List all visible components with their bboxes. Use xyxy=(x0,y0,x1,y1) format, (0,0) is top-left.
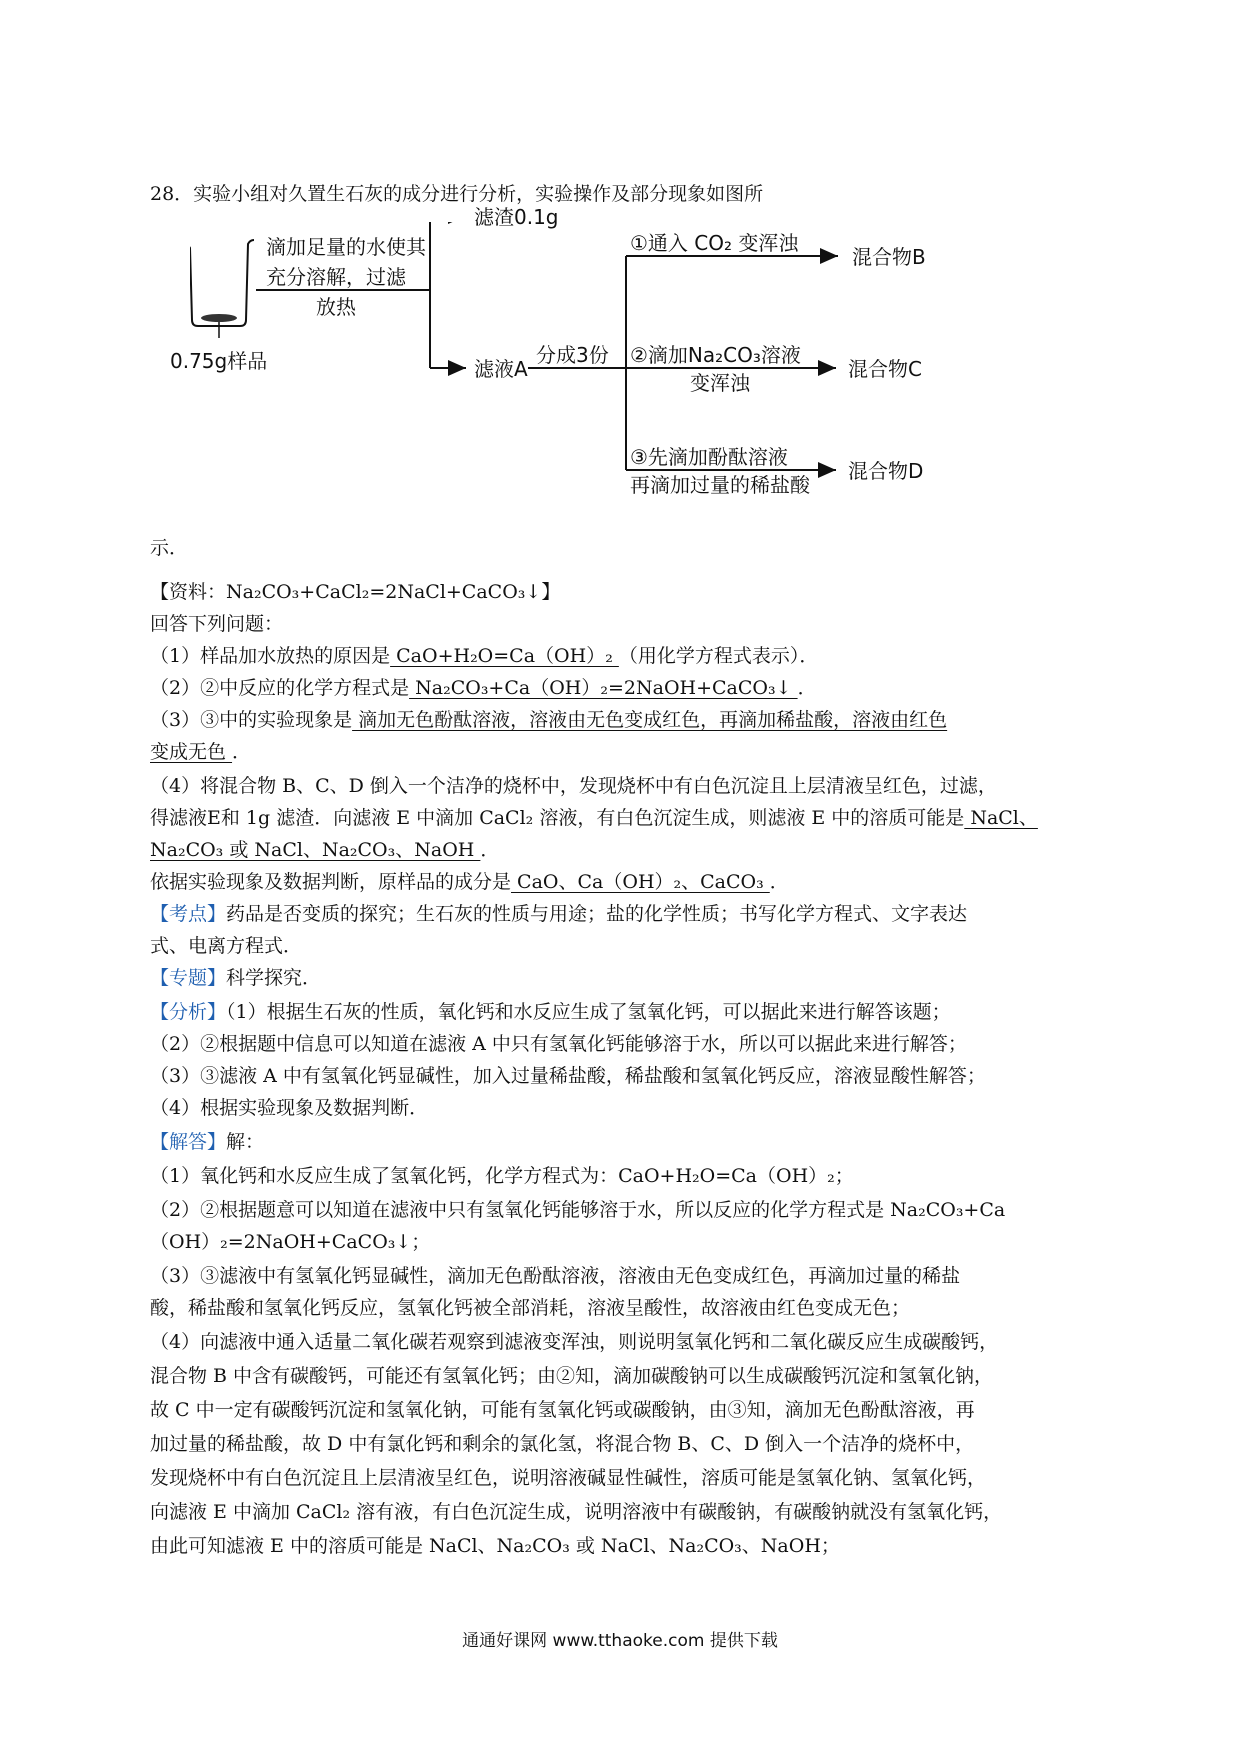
question-stem-end: 示． xyxy=(150,537,189,559)
q3-line-1 xyxy=(150,704,1090,736)
fenxi-text-1: （1）根据生石灰的性质，氧化钙和水反应生成了氢氧化钙，可以据此来进行解答该题； xyxy=(226,1001,951,1023)
answer-4d: 加过量的稀盐酸，故 D 中有氯化钙和剩余的氯化氢，将混合物 B、C、D 倒入一个洁净的烧杯中， xyxy=(150,1433,975,1455)
fenxi-line-2: （2）②根据题中信息可以知道在滤液 A 中只有氢氧化钙能够溶于水，所以可以据此来进行解答； xyxy=(150,1033,967,1055)
question-stem: 28．实验小组对久置生石灰的成分进行分析，实验操作及部分现象如图所 xyxy=(150,183,764,205)
answer-4a: （4）向滤液中通入适量二氧化碳若观察到滤液变浑浊，则说明氢氧化钙和二氧化碳反应生成碳酸钙， xyxy=(150,1331,999,1353)
zhuanti-line xyxy=(150,962,1090,994)
q3-line-2 xyxy=(150,736,1090,768)
step1-label-1: 滴加足量的水使其 xyxy=(266,235,426,259)
answer-4b: 混合物 B 中含有碳酸钙，可能还有氢氧化钙；由②知，滴加碳酸钠可以生成碳酸钙沉淀和氢氧化钠， xyxy=(150,1365,994,1387)
answer-1: （1）氧化钙和水反应生成了氢氧化钙，化学方程式为：CaO+H₂O=Ca（OH）₂； xyxy=(150,1165,854,1187)
fenxi-line-3: （3）③滤液 A 中有氢氧化钙显碱性，加入过量稀盐酸，稀盐酸和氢氧化钙反应，溶液显酸性解答； xyxy=(150,1065,986,1087)
q4-line-1: （4）将混合物 B、C、D 倒入一个洁净的烧杯中，发现烧杯中有白色沉淀且上层清液呈红色，过滤， xyxy=(150,775,997,797)
page-footer: 通通好课网 www.tthaoke.com 提供下载 xyxy=(462,1631,778,1651)
q4-suffix: ． xyxy=(480,839,500,861)
answer-3b: 酸，稀盐酸和氢氧化钙反应，氢氧化钙被全部消耗，溶液呈酸性，故溶液由红色变成无色； xyxy=(150,1297,911,1319)
answer-4f: 向滤液 E 中滴加 CaCl₂ 溶有液，有白色沉淀生成，说明溶液中有碳酸钠，有碳酸钠就没有氢氧化钙， xyxy=(150,1501,1003,1523)
mixture-c-label: 混合物C xyxy=(848,357,922,381)
q1-line xyxy=(150,640,1090,672)
q1-answer: CaO+H₂O=Ca（OH）₂ xyxy=(390,645,619,667)
kaodian-tag: 【考点】 xyxy=(150,903,227,925)
q2-suffix: ． xyxy=(797,677,817,699)
kaodian-text: 药品是否变质的探究；生石灰的性质与用途；盐的化学性质；书写化学方程式、文字表达 xyxy=(226,903,968,925)
q3-answer-a: 滴加无色酚酞溶液，溶液由无色变成红色，再滴加稀盐酸，溶液由红色 xyxy=(352,709,948,731)
mixture-b-label: 混合物B xyxy=(852,245,926,269)
sample-label: 0.75g样品 xyxy=(170,349,268,373)
q2-line xyxy=(150,672,1090,704)
branch2-label-1: ②滴加Na₂CO₃溶液 xyxy=(630,343,801,367)
answer-2b: （OH）₂=2NaOH+CaCO₃↓； xyxy=(150,1231,431,1253)
kaodian-line-1 xyxy=(150,898,1090,930)
branch3-label-1: ③先滴加酚酞溶液 xyxy=(630,445,788,469)
zhuanti-tag: 【专题】 xyxy=(150,967,227,989)
q3-suffix: ． xyxy=(232,741,252,763)
q4-answer-c: CaO、Ca（OH）₂、CaCO₃ xyxy=(511,871,770,893)
q4-line-3 xyxy=(150,834,1090,866)
answer-4g: 由此可知滤液 E 中的溶质可能是 NaCl、Na₂CO₃ 或 NaCl、Na₂CO₃、NaOH； xyxy=(150,1535,840,1557)
answer-4e: 发现烧杯中有白色沉淀且上层清液呈红色，说明溶液碱显性碱性，溶质可能是氢氧化钠、氢氧化钙， xyxy=(150,1467,987,1489)
q1-text: （1）样品加水放热的原因是 xyxy=(150,645,391,667)
branch3-label-2: 再滴加过量的稀盐酸 xyxy=(630,473,810,497)
answer-2a: （2）②根据题意可以知道在滤液中只有氢氧化钙能够溶于水，所以反应的化学方程式是 Na₂CO₃+Ca xyxy=(150,1199,1006,1221)
answer-4c: 故 C 中一定有碳酸钙沉淀和氢氧化钠，可能有氢氧化钙或碳酸钠，由③知，滴加无色酚酞溶液，再 xyxy=(150,1399,975,1421)
step1-label-2: 充分溶解，过滤 xyxy=(266,265,406,289)
info-line: 【资料：Na₂CO₃+CaCl₂=2NaCl+CaCO₃↓】 xyxy=(150,581,561,603)
q2-answer: Na₂CO₃+Ca（OH）₂=2NaOH+CaCO₃↓ xyxy=(409,677,798,699)
q2-text: （2）②中反应的化学方程式是 xyxy=(150,677,410,699)
kaodian-line-2: 式、电离方程式． xyxy=(150,935,303,957)
fenxi-tag: 【分析】 xyxy=(150,1001,227,1023)
residue-label: 滤渣0.1g xyxy=(474,205,559,229)
q4-line-4 xyxy=(150,866,1090,898)
step1-label-3: 放热 xyxy=(316,295,356,319)
jieda-text: 解： xyxy=(226,1131,265,1153)
q1-suffix: （用化学方程式表示）． xyxy=(618,645,819,667)
filtrate-a-label: 滤液A xyxy=(474,357,528,381)
q4-text: 得滤液E和 1g 滤渣．向滤液 E 中滴加 CaCl₂ 溶液，有白色沉淀生成，则滤液 E 中的溶质可能是 xyxy=(150,807,965,829)
q4-line-2 xyxy=(150,802,1090,834)
fenxi-line-4: （4）根据实验现象及数据判断． xyxy=(150,1097,429,1119)
experiment-flow-diagram xyxy=(170,205,1090,562)
jieda-tag: 【解答】 xyxy=(150,1131,227,1153)
q4-answer-b: Na₂CO₃ 或 NaCl、Na₂CO₃、NaOH xyxy=(150,839,481,861)
split-label: 分成3份 xyxy=(536,343,609,367)
q4-answer-a: NaCl、 xyxy=(964,807,1038,829)
branch2-label-2: 变浑浊 xyxy=(690,371,750,395)
zhuanti-text: 科学探究． xyxy=(226,967,322,989)
branch1-label: ①通入 CO₂ 变浑浊 xyxy=(630,231,799,255)
fenxi-line-1 xyxy=(150,996,1090,1028)
q3-text: （3）③中的实验现象是 xyxy=(150,709,353,731)
prompt-line: 回答下列问题： xyxy=(150,613,284,635)
answer-3a: （3）③滤液中有氢氧化钙显碱性，滴加无色酚酞溶液，溶液由无色变成红色，再滴加过量的稀盐 xyxy=(150,1265,961,1287)
q4-text-2: 依据实验现象及数据判断，原样品的成分是 xyxy=(150,871,512,893)
beaker-icon xyxy=(190,240,254,338)
jieda-line xyxy=(150,1126,1090,1158)
mixture-d-label: 混合物D xyxy=(848,459,924,483)
q3-answer-b: 变成无色 xyxy=(150,741,233,763)
q4-suffix-2: ． xyxy=(769,871,789,893)
